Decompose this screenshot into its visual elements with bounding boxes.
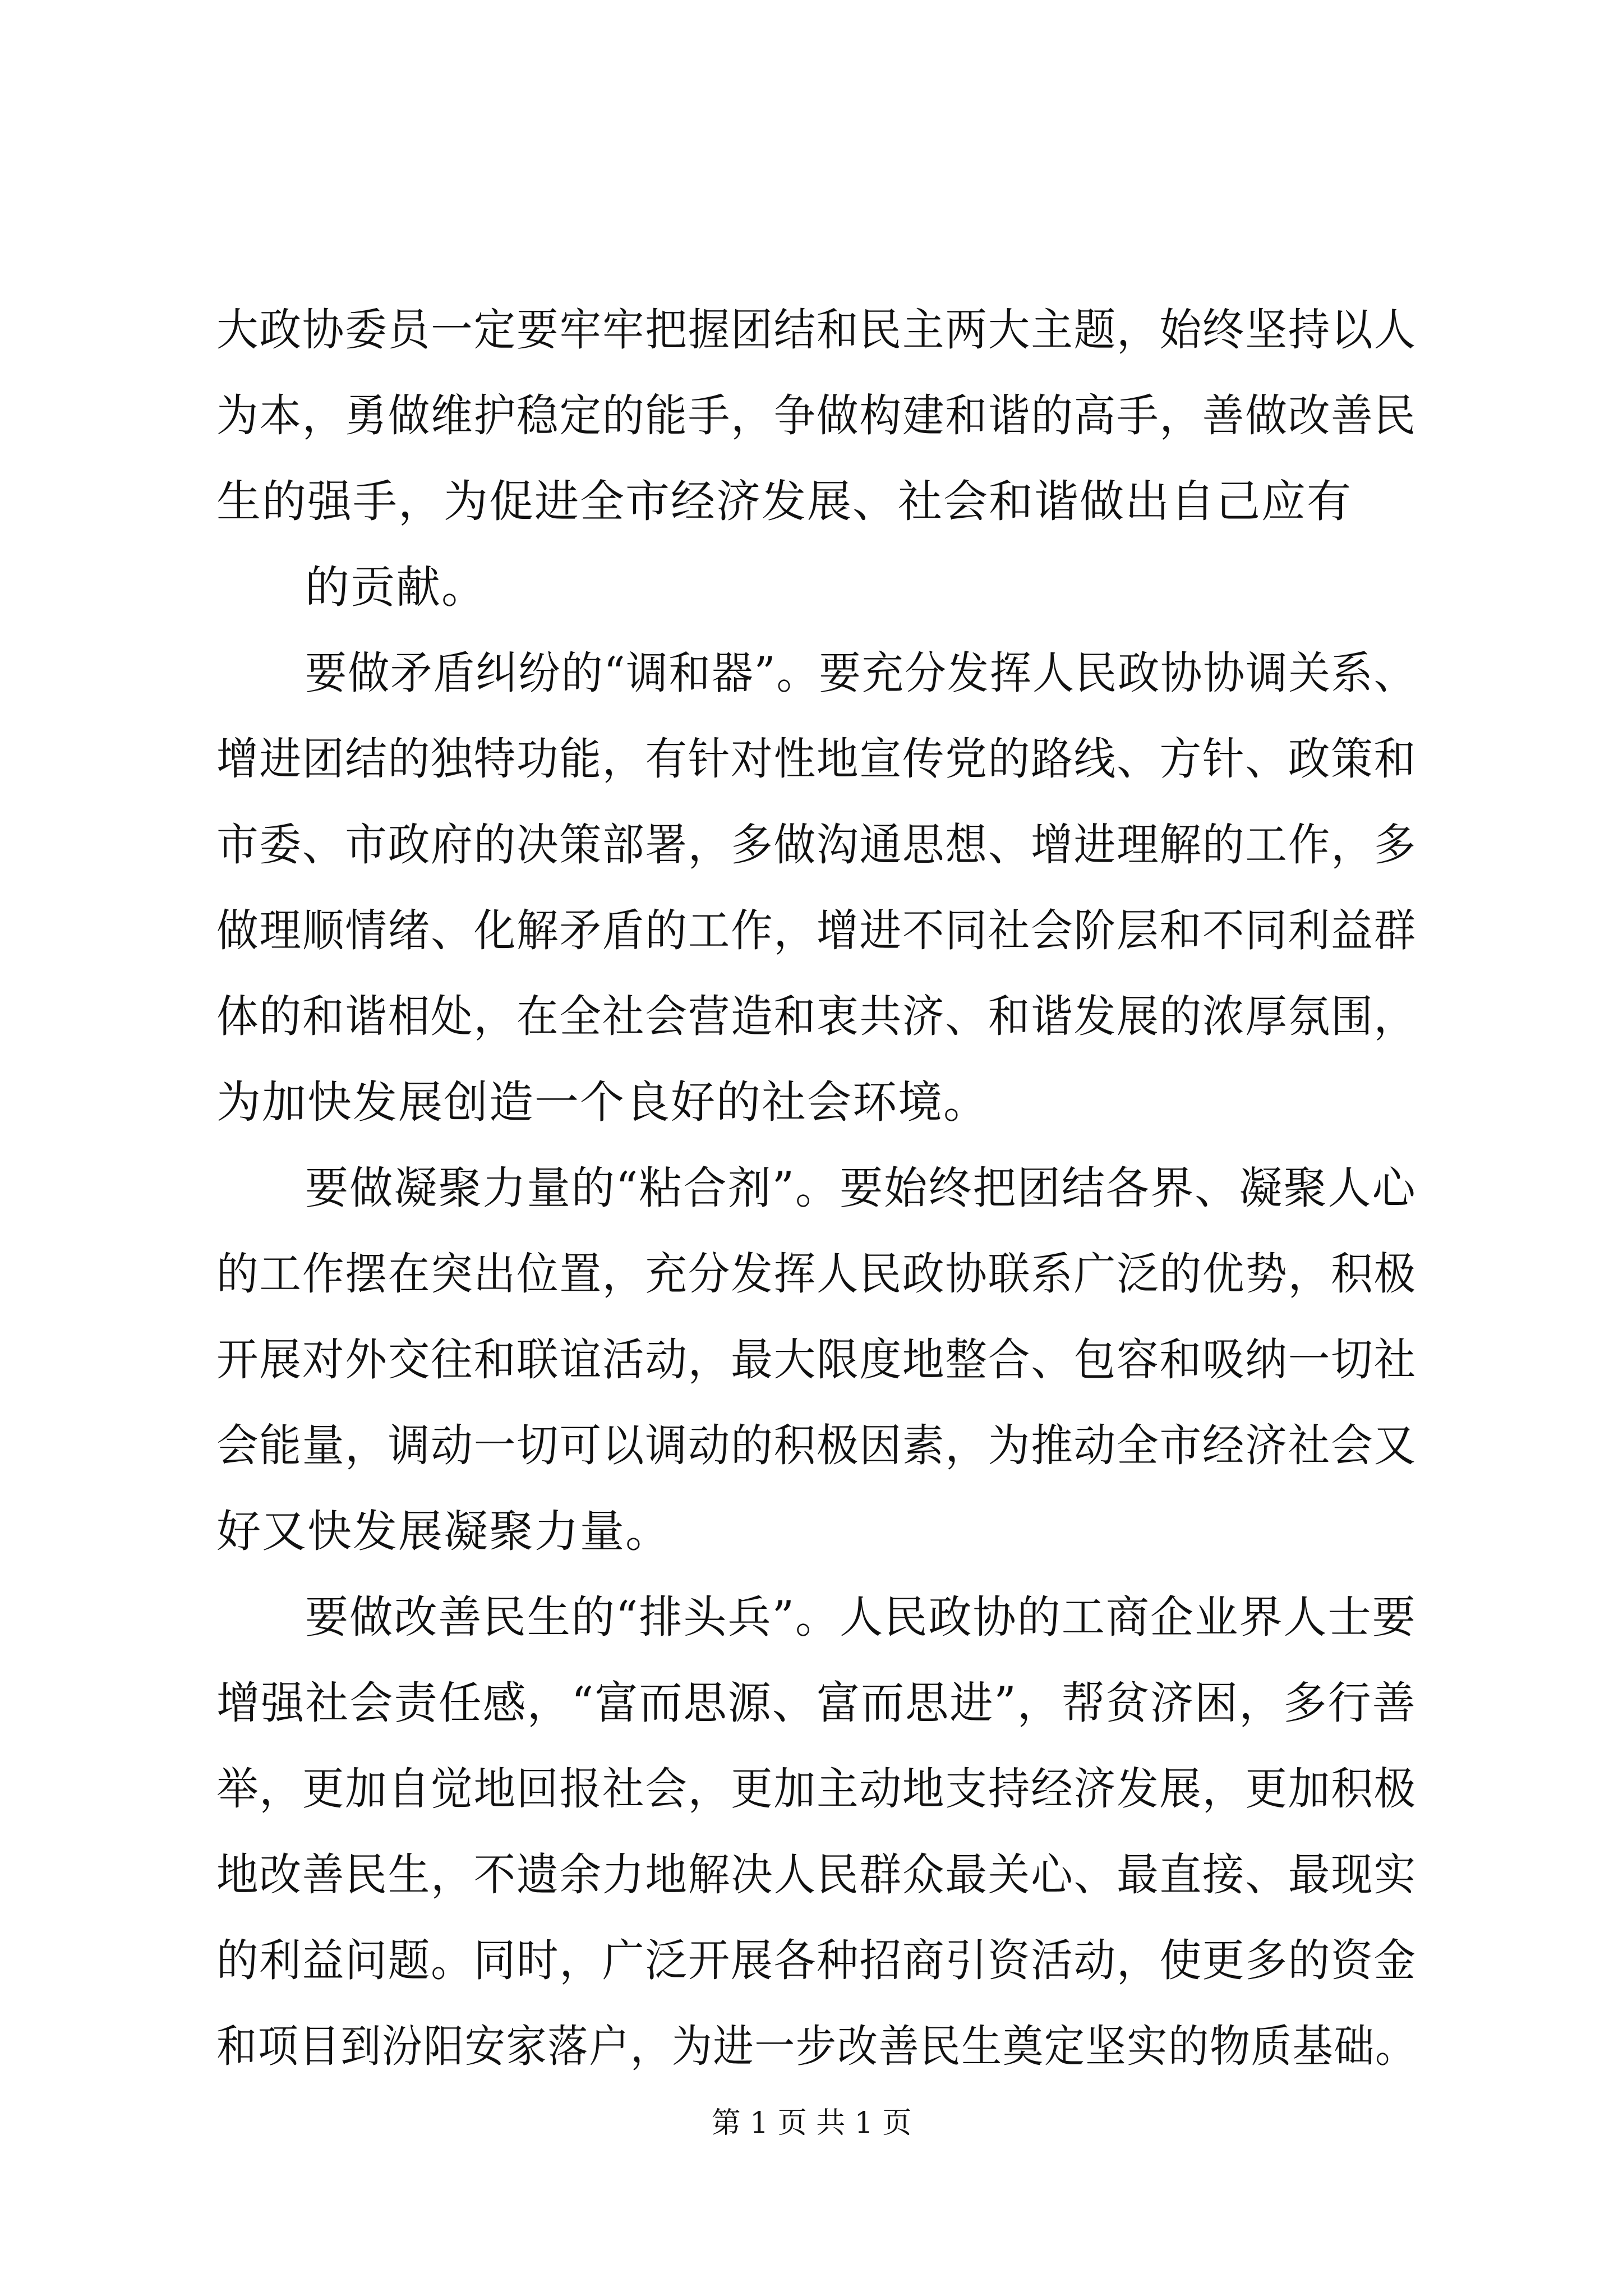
paragraph-start: 要做凝聚力量的“粘合剂”。要始终把团结各界、凝聚人心 <box>305 1162 1417 1214</box>
text-line: 的贡献。 <box>305 562 487 613</box>
paragraph-start: 要做改善民生的“排头兵”。人民政协的工商企业界人士要 <box>305 1591 1417 1643</box>
text-line: 好又快发展凝聚力量。 <box>216 1506 671 1557</box>
text-line: 的利益问题。同时，广泛开展各种招商引资活动，使更多的资金 <box>216 1935 1417 1986</box>
text-line: 为本，勇做维护稳定的能手，争做构建和谐的高手，善做改善民 <box>216 390 1417 441</box>
text-line: 举，更加自觉地回报社会，更加主动地支持经济发展，更加积极 <box>216 1763 1417 1815</box>
text-line: 地改善民生，不遗余力地解决人民群众最关心、最直接、最现实 <box>216 1849 1417 1901</box>
text-line: 开展对外交往和联谊活动，最大限度地整合、包容和吸纳一切社 <box>216 1334 1417 1386</box>
text-line: 的工作摆在突出位置，充分发挥人民政协联系广泛的优势，积极 <box>216 1248 1417 1300</box>
text-line: 增强社会责任感，“富而思源、富而思进”，帮贫济困，多行善 <box>216 1677 1417 1729</box>
text-line: 生的强手，为促进全市经济发展、社会和谐做出自己应有 <box>216 476 1352 527</box>
page-number-footer: 第 1 页 共 1 页 <box>711 2106 912 2140</box>
text-line: 大政协委员一定要牢牢把握团结和民主两大主题，始终坚持以人 <box>216 304 1417 356</box>
text-line: 和项目到汾阳安家落户，为进一步改善民生奠定坚实的物质基础。 <box>216 2021 1417 2072</box>
text-line: 为加快发展创造一个良好的社会环境。 <box>216 1076 989 1128</box>
text-line: 市委、市政府的决策部署，多做沟通思想、增进理解的工作，多 <box>216 819 1417 871</box>
paragraph-start: 要做矛盾纠纷的“调和器”。要充分发挥人民政协协调关系、 <box>305 647 1417 699</box>
text-line: 增进团结的独特功能，有针对性地宣传党的路线、方针、政策和 <box>216 733 1417 785</box>
text-line: 体的和谐相处，在全社会营造和衷共济、和谐发展的浓厚氛围， <box>216 991 1417 1042</box>
text-line: 做理顺情绪、化解矛盾的工作，增进不同社会阶层和不同利益群 <box>216 905 1417 956</box>
text-line: 会能量，调动一切可以调动的积极因素，为推动全市经济社会又 <box>216 1420 1417 1471</box>
